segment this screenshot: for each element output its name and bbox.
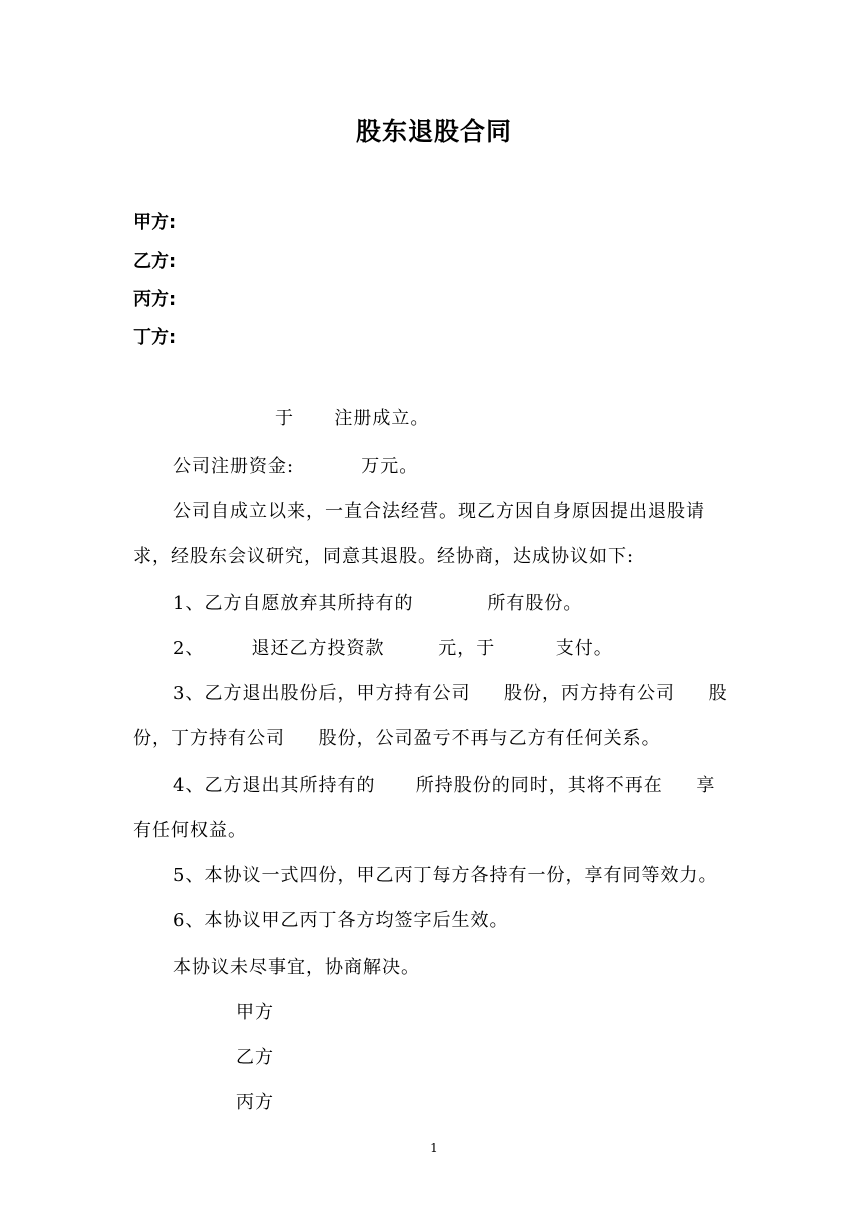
clause-3-line-2: 份，丁方持有公司 股份，公司盈亏不再与乙方有任何关系。 (133, 728, 661, 749)
clause-1: 1、乙方自愿放弃其所持有的 所有股份。 (173, 593, 583, 614)
clause-5: 5、本协议一式四份，甲乙丙丁每方各持有一份，享有同等效力。 (173, 865, 718, 886)
party-c-label: 丙方: (133, 289, 177, 310)
registration-line: 于 注册成立。 (275, 408, 430, 429)
clause-6: 6、本协议甲乙丙丁各方均签字后生效。 (173, 910, 509, 931)
paragraph-intro-2: 求，经股东会议研究，同意其退股。经协商，达成协议如下: (133, 546, 635, 567)
page-number: 1 (430, 1141, 438, 1155)
signature-party-a: 甲方 (236, 1002, 274, 1023)
party-b-label: 乙方: (133, 251, 177, 272)
clause-3-line-1: 3、乙方退出股份后，甲方持有公司 股份，丙方持有公司 股 (173, 683, 728, 704)
clause-2: 2、 退还乙方投资款 元，于 支付。 (173, 638, 613, 659)
document-title: 股东退股合同 (355, 117, 512, 146)
closing-line: 本协议未尽事宜，协商解决。 (173, 957, 420, 978)
party-d-label: 丁方: (133, 327, 177, 348)
clause-4-line-2: 有任何权益。 (133, 820, 247, 841)
party-a-label: 甲方: (133, 212, 177, 233)
clause-4-line-1: 4、乙方退出其所持有的 所持股份的同时，其将不再在 享 (173, 775, 716, 796)
capital-line: 公司注册资金: 万元。 (173, 456, 419, 477)
paragraph-intro-1: 公司自成立以来，一直合法经营。现乙方因自身原因提出退股请 (173, 501, 705, 522)
signature-party-b: 乙方 (236, 1047, 274, 1068)
signature-party-c: 丙方 (236, 1092, 274, 1113)
